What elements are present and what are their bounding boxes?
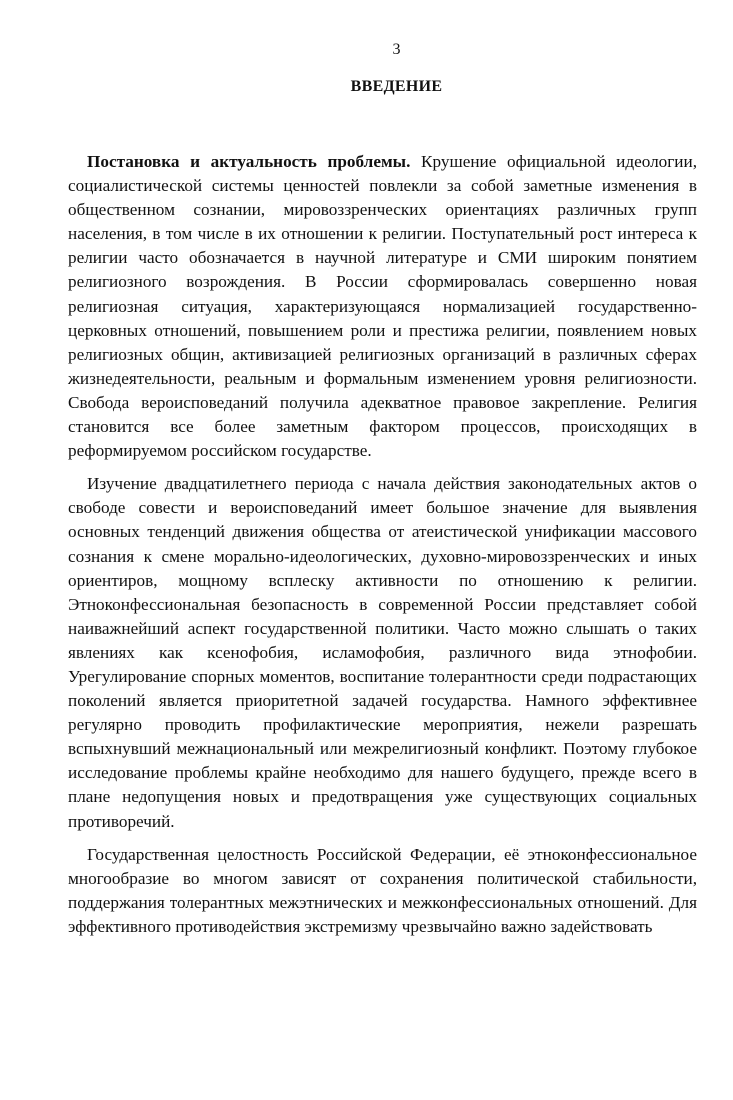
paragraph-3-text: Государственная целостность Российской Федерации, её этноконфессиональное многообразие во многом зависят от сохранения политической стабильности, поддержания толерантных межэтнических и межконфессиональных отношений. Для эффективного противодействия экстремизму чрезвычайно важно задействовать xyxy=(68,844,697,936)
paragraph-1-text: Крушение официальной идеологии, социалистической системы ценностей повлекли за собой заметные изменения в общественном сознании, мировоззренческих ориентациях различных групп населения, в том числе в их отношении к религии. Поступательный рост интереса к религии часто обозначается в научной литературе и СМИ широким понятием религиозного возрождения. В России сформировалась совершенно новая религиозная ситуация, характеризующаяся нормализацией государственно-церковных отношений, повышением роли и престижа религии, появлением новых религиозных общин, активизацией религиозных организаций в различных сферах жизнедеятельности, реальным и формальным изменением уровня религиозности. Свобода вероисповеданий получила адекватное правовое закрепление. Религия становится все более заметным фактором процессов, происходящих в реформируемом российском государстве. xyxy=(68,152,697,461)
body-text xyxy=(68,150,697,948)
paragraph-2 xyxy=(68,472,697,833)
paragraph-3 xyxy=(68,843,697,939)
page-number: 3 xyxy=(392,41,401,58)
section-heading: ВВЕДЕНИЕ xyxy=(350,78,443,95)
paragraph-2-text: Изучение двадцатилетнего периода с начала действия законодательных актов о свободе совести и вероисповеданий имеет большое значение для выявления основных тенденций движения общества от атеистической унификации массового сознания к смене морально-идеологических, духовно-мировоззренческих и иных ориентиров, мощному всплеску активности по отношению к религии. Этноконфессиональная безопасность в современной России представляет собой наиважнейший аспект государственной политики. Часто можно слышать о таких явлениях как ксенофобия, исламофобия, различного вида этнофобии. Урегулирование спорных моментов, воспитание толерантности среди подрастающих поколений является приоритетной задачей государства. Намного эффективнее регулярно проводить профилактические мероприятия, нежели разрешать вспыхнувший межнациональный или межрелигиозный конфликт. Поэтому глубокое исследование проблемы крайне необходимо для нашего будущего, прежде всего в плане недопущения новых и предотвращения уже существующих социальных противоречий. xyxy=(68,474,697,831)
paragraph-1-lead: Постановка и актуальность проблемы. xyxy=(87,152,411,171)
paragraph-1 xyxy=(68,150,697,463)
